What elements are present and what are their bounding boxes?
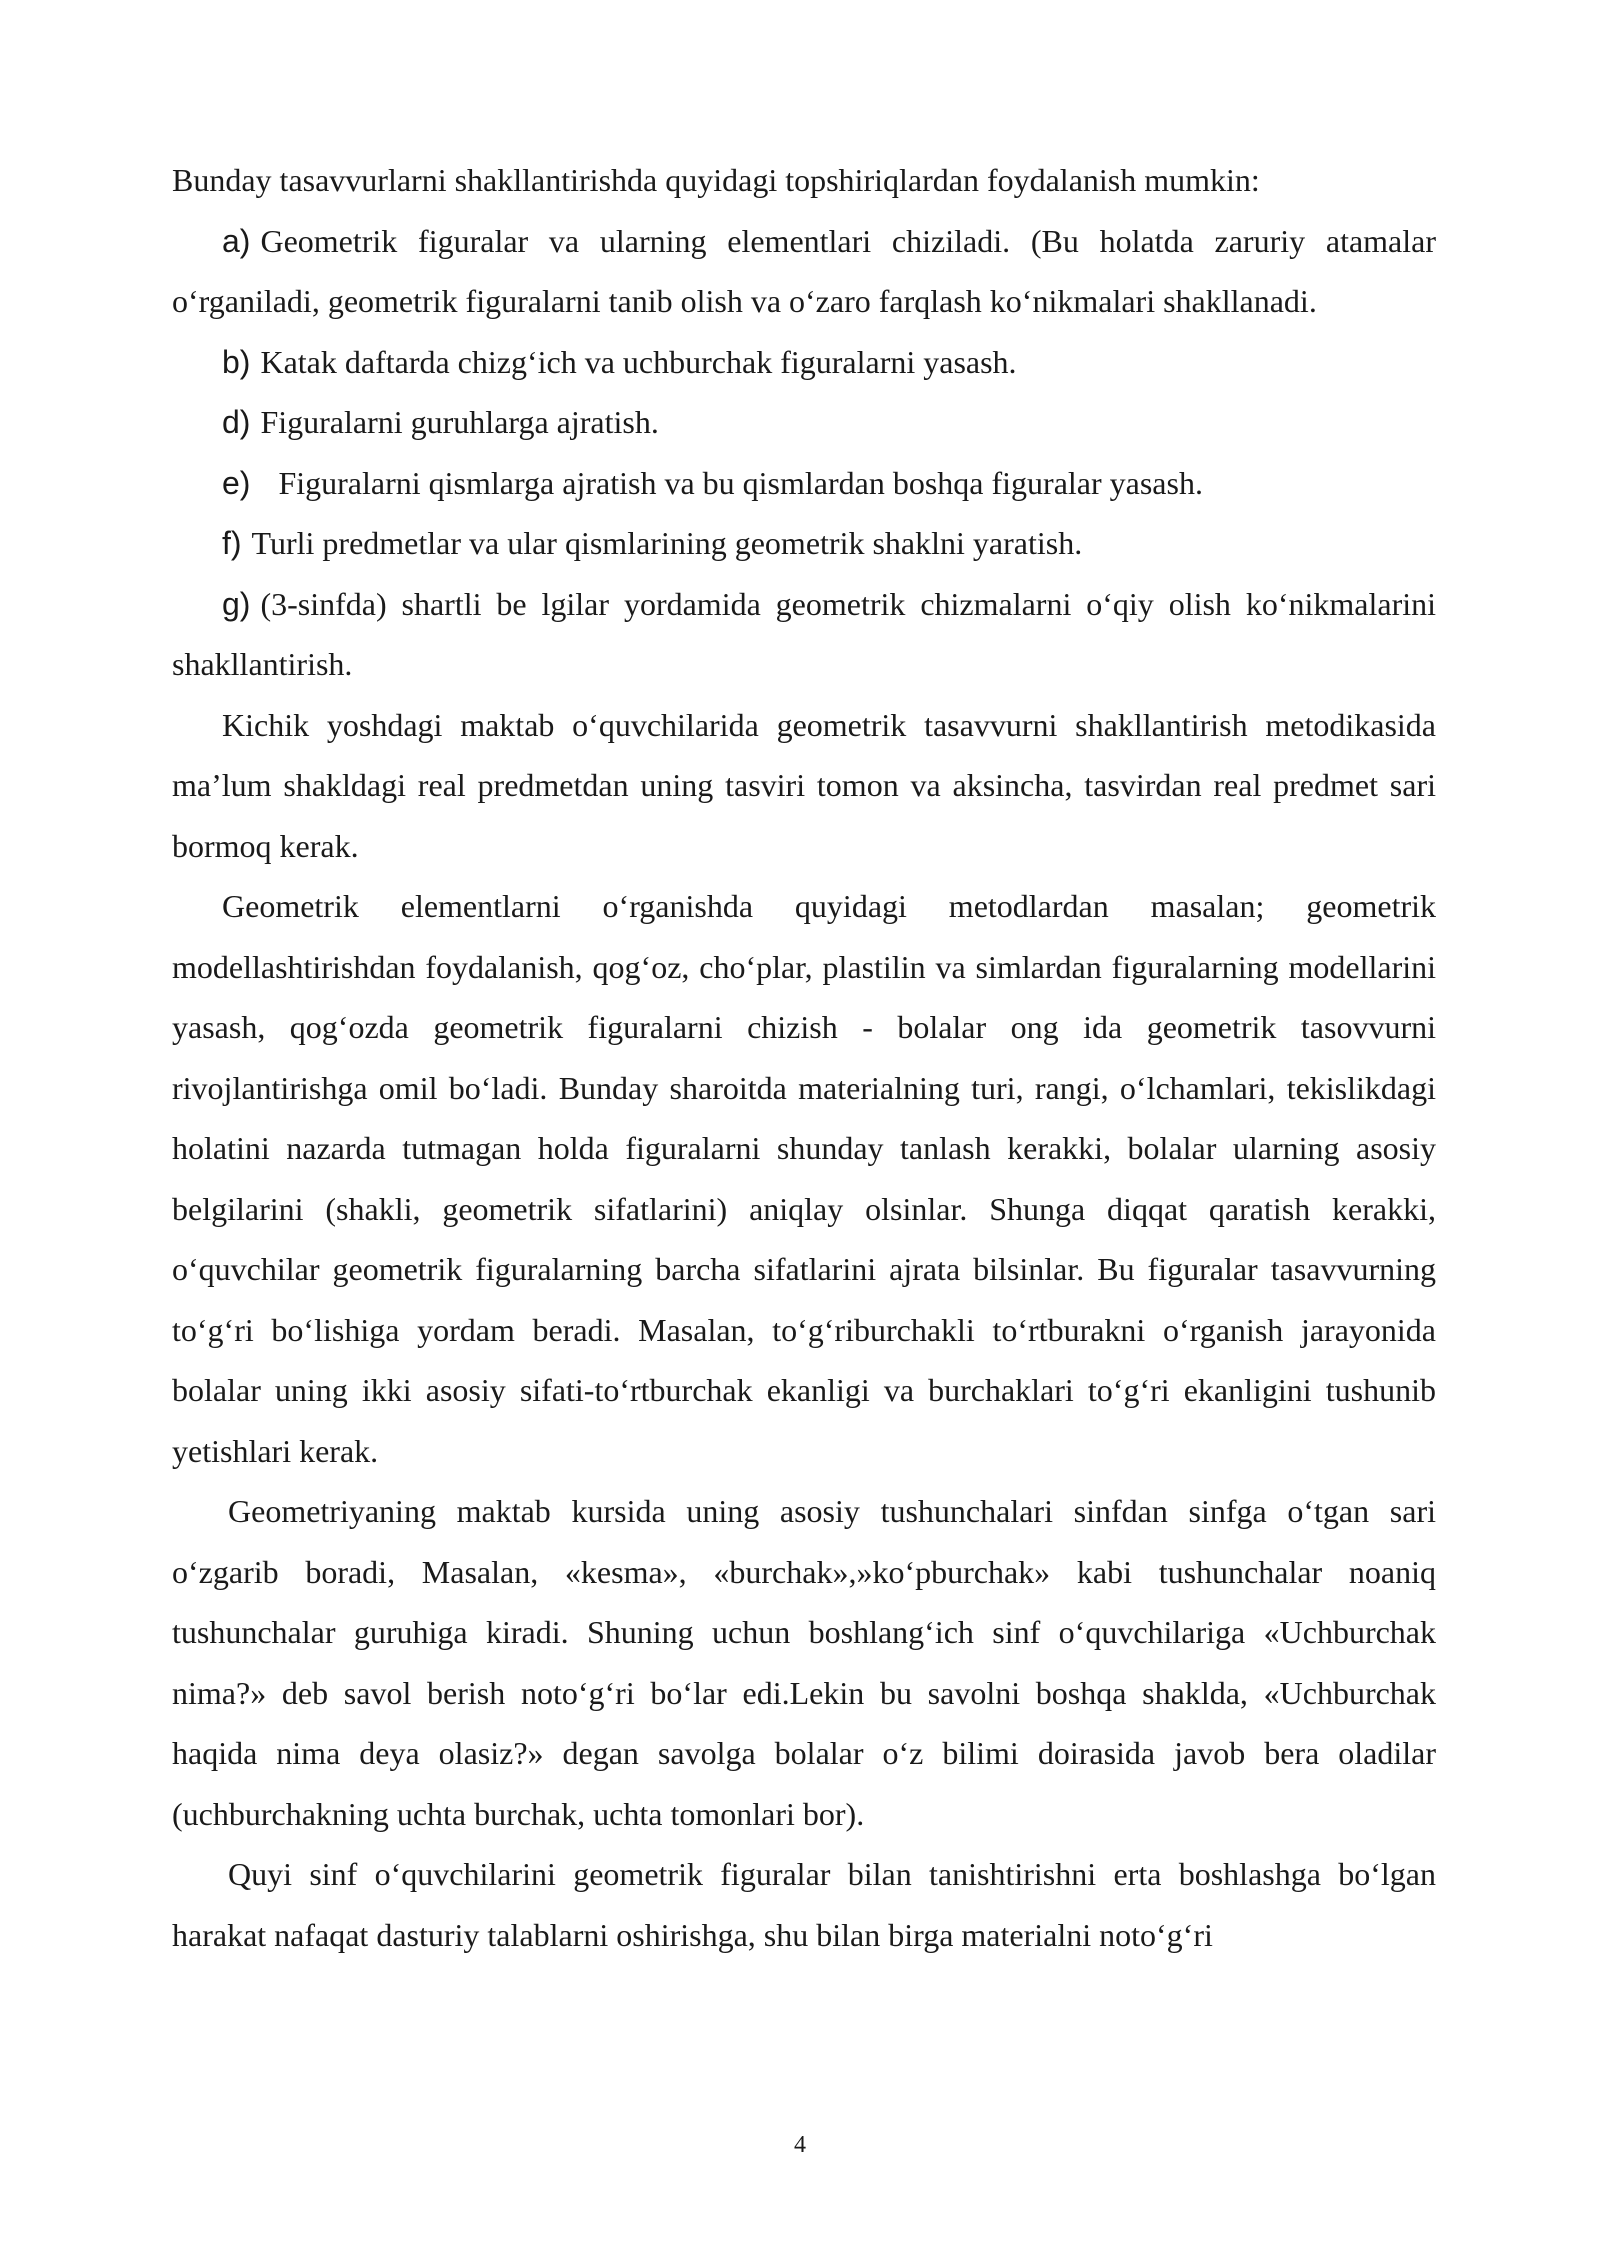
body-paragraph-2: Geometrik elementlarni o‘rganishda quyidagi metodlardan masalan; geometrik modellashtirishdan foydalanish, qog‘oz, cho‘plar, plastilin va simlardan figuralarning modellarini yasash, qog‘ozda geometrik figuralarni chizish - bolalar ong ida geometrik tasovvurni rivojlantirishga omil bo‘ladi. Bunday sharoitda materialning turi, rangi, o‘lchamlari, tekislikdagi holatini nazarda tutmagan holda figuralarni shunday tanlash kerakki, bolalar ularning asosiy belgilarini (shakli, geometrik sifatlarini) aniqlay olsinlar. Shunga diqqat qaratish kerakki, o‘quvchilar geometrik figuralarning barcha sifatlarini ajrata bilsinlar. Bu figuralar tasavvurning to‘g‘ri bo‘lishiga yordam beradi. Masalan, to‘g‘riburchakli to‘rtburakni o‘rganish jarayonida bolalar uning ikki asosiy sifati-to‘rtburchak ekanligi va burchaklari to‘g‘ri ekanligini tushunib yetishlari kerak. (172, 888, 1436, 1469)
list-marker: a) (222, 222, 251, 259)
list-item-text: Figuralarni guruhlarga ajratish. (260, 404, 659, 440)
list-item-a (172, 211, 1436, 332)
page-number: 4 (794, 2132, 806, 2158)
intro-paragraph: Bunday tasavvurlarni shakllantirishda quyidagi topshiriqlardan foydalanish mumkin: (172, 162, 1260, 198)
list-marker: b) (222, 343, 251, 380)
list-item-text: Geometrik figuralar va ularning elementlari chiziladi. (Bu holatda zaruriy atamalar o‘rganiladi, geometrik figuralarni tanib olish va o‘zaro farqlash ko‘nikmalari shakllanadi. (172, 222, 1436, 319)
body-paragraph-4: Quyi sinf o‘quvchilarini geometrik figuralar bilan tanishtirishni erta boshlashga bo‘lgan harakat nafaqat dasturiy talablarni oshirishga, shu bilan birga materialni noto‘g‘ri (172, 1856, 1436, 1953)
body-paragraph-3: Geometriyaning maktab kursida uning asosiy tushunchalari sinfdan sinfga o‘tgan sari o‘zgarib boradi, Masalan, «kesma», «burchak»,»ko‘pburchak» kabi tushunchalar noaniq tushunchalar guruhiga kiradi. Shuning uchun boshlang‘ich sinf o‘quvchilariga «Uchburchak nima?» deb savol berish noto‘g‘ri bo‘lar edi.Lekin bu savolni boshqa shaklda, «Uchburchak haqida nima deya olasiz?» degan savolga bolalar o‘z bilimi doirasida javob bera oladilar (uchburchakning uchta burchak, uchta tomonlari bor). (172, 1493, 1436, 1832)
list-item-text: Figuralarni qismlarga ajratish va bu qismlardan boshqa figuralar yasash. (278, 464, 1203, 501)
body-paragraph-1: Kichik yoshdagi maktab o‘quvchilarida geometrik tasavvurni shakllantirish metodikasida ma’lum shakldagi real predmetdan uning tasviri tomon va aksincha, tasvirdan real predmet sari bormoq kerak. (172, 706, 1436, 864)
document-page (172, 150, 1436, 1965)
list-item-e (172, 453, 1436, 514)
list-item-text: Katak daftarda chizg‘ich va uchburchak figuralarni yasash. (260, 343, 1017, 380)
list-item-f (172, 513, 1436, 574)
list-item-text: Turli predmetlar va ular qismlarining geometrik shaklni yaratish. (251, 525, 1083, 561)
list-item-text: (3-sinfda) shartli be lgilar yordamida geometrik chizmalarni o‘qiy olish ko‘nikmalarini shakllantirish. (172, 585, 1436, 682)
list-marker: d) (222, 404, 251, 440)
list-item-b (172, 332, 1436, 393)
list-item-d (172, 392, 1436, 453)
list-item-g (172, 574, 1436, 695)
list-marker: g) (222, 585, 251, 622)
list-marker: e) (222, 464, 251, 501)
list-marker: f) (222, 525, 242, 561)
